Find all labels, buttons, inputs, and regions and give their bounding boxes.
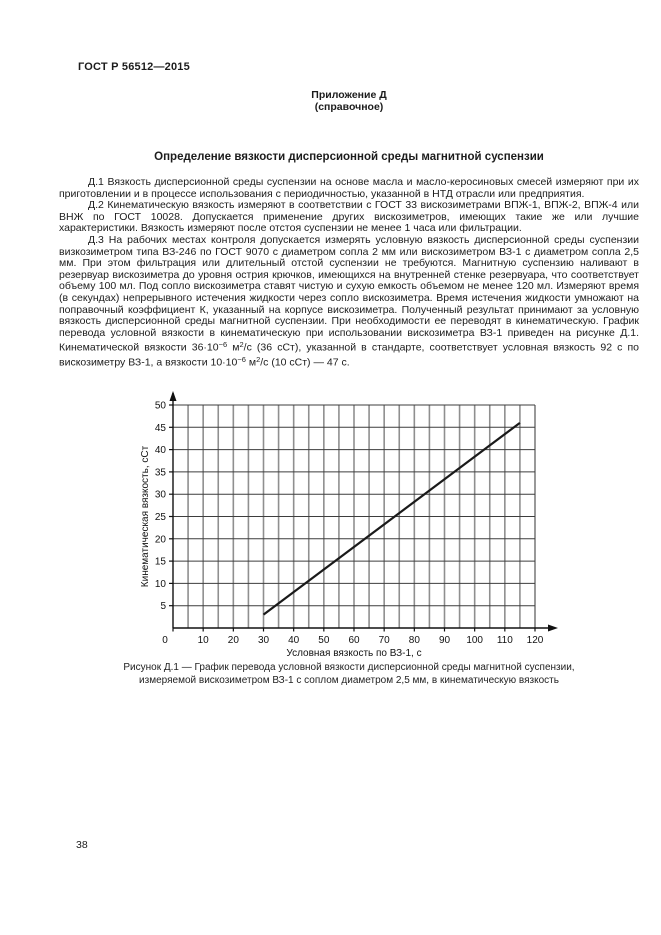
figure-d1-chart — [115, 388, 560, 660]
x-tick-label: 110 — [496, 635, 513, 646]
body-text — [59, 177, 639, 370]
data-line — [264, 423, 520, 615]
paragraph-d3 — [59, 235, 639, 370]
exponent-superscript: 2 — [256, 355, 261, 365]
figure-caption — [59, 661, 639, 687]
conversion-line-chart — [115, 388, 560, 660]
x-tick-label: 40 — [288, 635, 300, 646]
x-tick-label: 0 — [162, 635, 168, 646]
x-tick-label: 60 — [348, 635, 360, 646]
x-tick-label: 80 — [408, 635, 420, 646]
paragraph-d3-text: м — [227, 341, 240, 354]
paragraph-d2: Д.2 Кинематическую вязкость измеряют в соответствии с ГОСТ 33 вискозиметрами ВПЖ-1, ВПЖ-2, ВПЖ-4 или ВНЖ по ГОСТ 10028. Допускается применение других вискозиметров, имеющих такие же или лучшие характеристики. Вязкость измеряют после отстоя суспензии не менее 1 часа или фильтрации. — [59, 199, 639, 235]
x-tick-label: 30 — [257, 635, 270, 646]
y-tick-label: 35 — [154, 467, 166, 479]
y-axis-label: Кинематическая вязкость, сСт — [140, 445, 151, 588]
y-tick-label: 10 — [154, 578, 166, 590]
x-axis-arrow-icon — [548, 625, 558, 632]
y-tick-label: 15 — [154, 556, 166, 568]
x-axis-label: Условная вязкость по ВЗ-1, с — [286, 648, 422, 659]
y-tick-label: 40 — [154, 445, 166, 457]
y-tick-label: 45 — [154, 422, 166, 434]
y-tick-label: 50 — [154, 400, 166, 412]
y-axis-arrow-icon — [170, 391, 177, 401]
x-tick-label: 20 — [227, 635, 239, 646]
y-tick-label: 5 — [160, 601, 166, 613]
appendix-heading: Приложение Д — [311, 89, 387, 101]
y-tick-label: 20 — [154, 534, 166, 546]
x-tick-label: 90 — [438, 635, 451, 646]
x-tick-label: 100 — [466, 635, 484, 646]
paragraph-d3-text: /с (36 сСт), указанной в стандарте, соответствует условная вязкость 92 с по вискозиметру ВЗ-1, а вязкости 10·10 — [59, 341, 639, 369]
y-axis — [169, 391, 177, 628]
paragraph-d3-text: Д.3 На рабочих местах контроля допускается измерять условную вязкость дисперсионной среды суспензии визкозиметром типа ВЗ-246 по ГОСТ 9070 с диаметром сопла 2 мм или вискозиметром ВЗ-1 с диаметром сопла 2,5 мм. При этом фильтрация или длительный отстой суспензии не требуются. Магнитную суспензию наливают в резервуар вискозиметра до уровня острия крючков, имеющихся на внутренней стенке резервуара, что соответствует объему 100 мл. Под сопло вискозиметра ставят чистую и сухую емкость объемом не менее 120 мл. Измеряют время (в секундах) непрерывного истечения жидкости через сопло вискозиметра. Время истечения жидкости умножают на поправочный коэффициент К, указанный на корпусе вискозиметра. Полученный результат принимают за условную вязкость дисперсионной среды магнитной суспензии. При необходимости ее переводят в кинематическую. График перевода условной вязкости в кинематическую при использовании вискозиметра ВЗ-1 приведен на рисунке Д.1. Кинематической вязкости 36·10 — [59, 233, 639, 354]
grid-lines — [173, 405, 535, 628]
appendix-subheading: (справочное) — [314, 101, 384, 113]
y-tick-label: 25 — [154, 512, 166, 523]
page-header: ГОСТ Р 56512—2015 — [78, 61, 190, 73]
x-tick-label: 10 — [197, 635, 209, 646]
exponent-superscript: −6 — [237, 355, 246, 365]
figure-caption-line2: измеряемой вискозиметром ВЗ-1 с соплом диаметром 2,5 мм, в кинематическую вязкость — [139, 675, 559, 686]
y-tick-label: 30 — [154, 489, 166, 501]
paragraph-d3-text: м — [245, 356, 257, 369]
x-tick-label: 120 — [526, 635, 544, 646]
x-axis — [173, 625, 558, 632]
exponent-superscript: 2 — [239, 340, 244, 350]
paragraph-d1: Д.1 Вязкость дисперсионной среды суспензии на основе масла и масло-керосиновых смесей измеряют при их приготовлении и в процессе использования с периодичностью, указанной в НТД отрасли или предприятия. — [59, 176, 639, 200]
figure-caption-line1: Рисунок Д.1 — График перевода условной вязкости дисперсионной среды магнитной суспензии, — [123, 662, 575, 673]
x-tick-label: 70 — [378, 635, 390, 646]
paragraph-d3-text: /с (10 сСт) — 47 с. — [260, 356, 350, 369]
page-number: 38 — [76, 839, 88, 851]
exponent-superscript: −6 — [218, 340, 228, 350]
section-title: Определение вязкости дисперсионной среды магнитной суспензии — [154, 151, 544, 163]
x-tick-label: 50 — [318, 635, 330, 646]
